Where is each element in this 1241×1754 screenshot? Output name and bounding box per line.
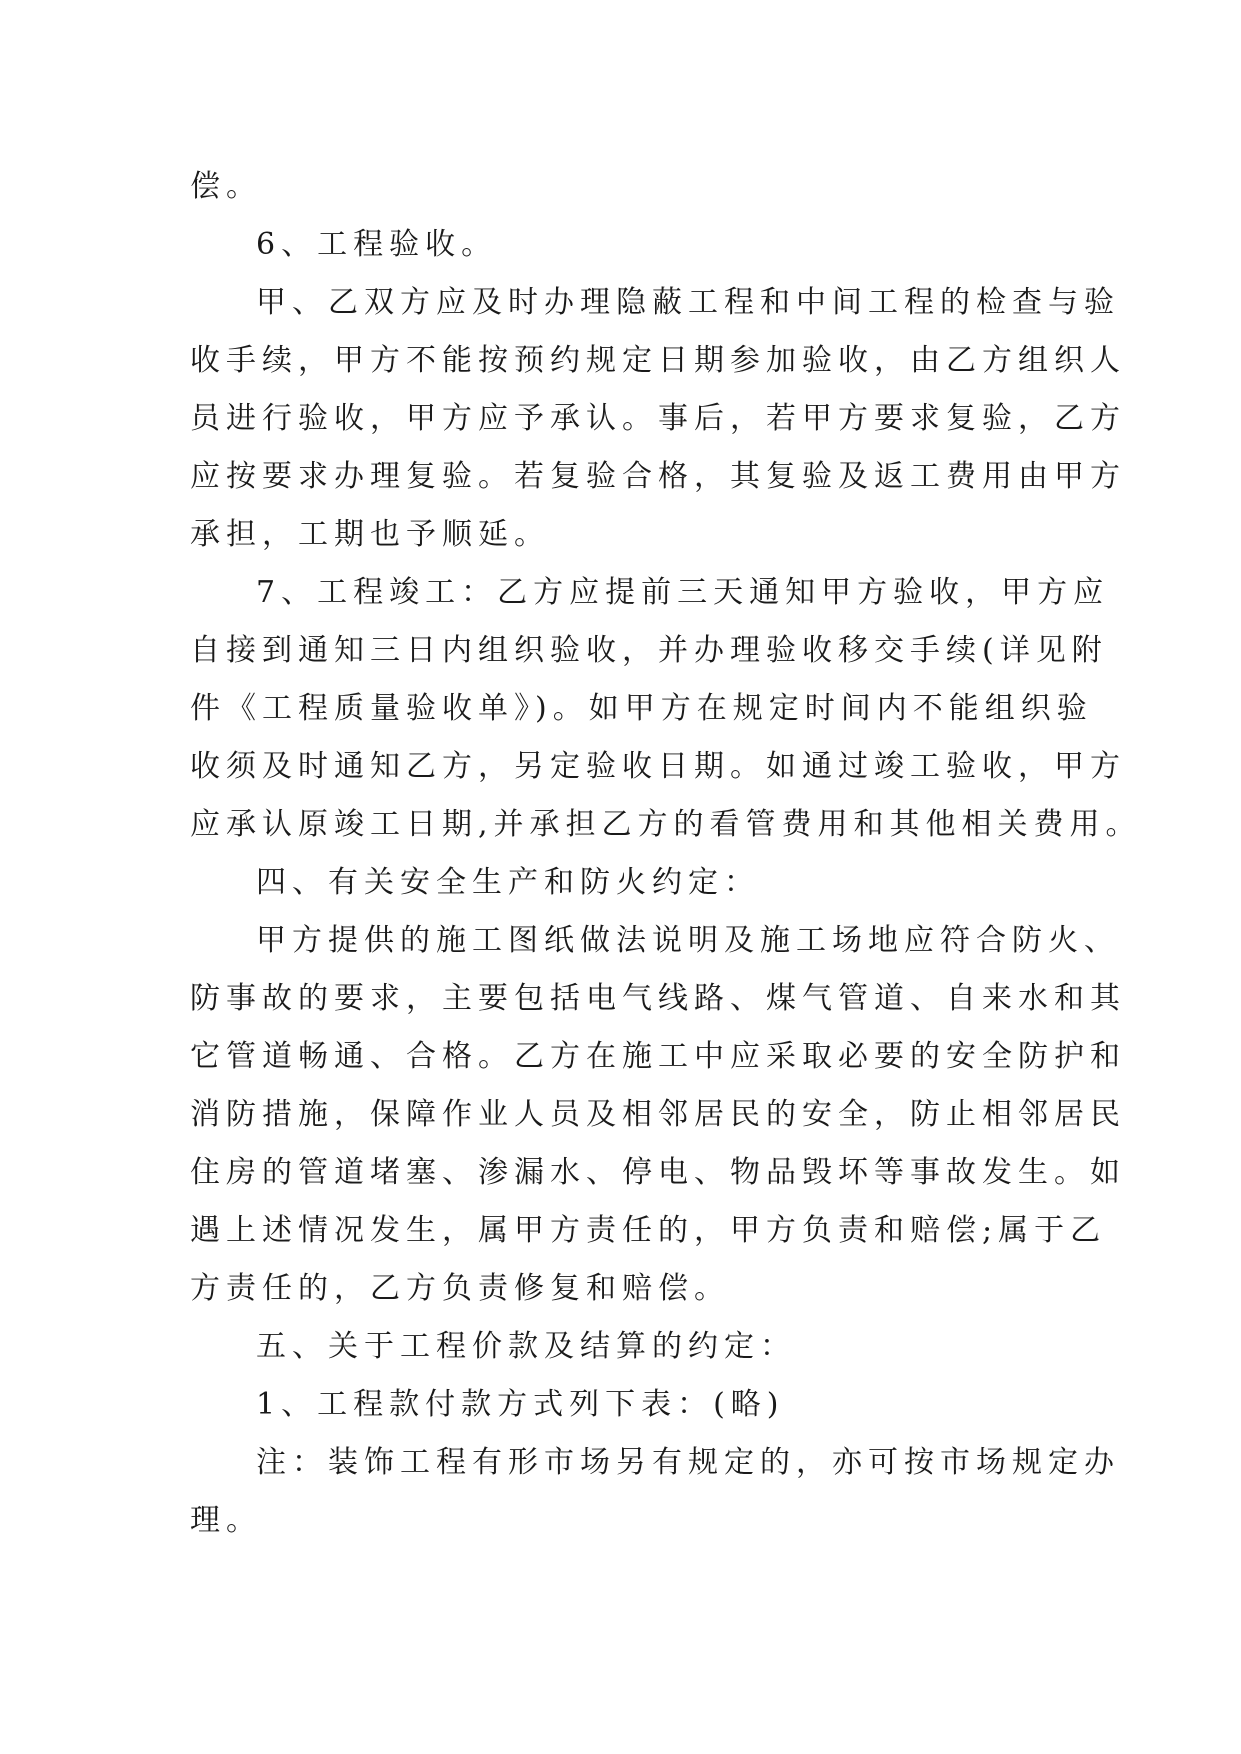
text-line: 应按要求办理复验。若复验合格，其复验及返工费用由甲方 bbox=[190, 459, 1126, 494]
text-line: 7、工程竣工：乙方应提前三天通知甲方验收，甲方应 bbox=[256, 575, 1110, 610]
text-line: 应承认原竣工日期,并承担乙方的看管费用和其他相关费用。 bbox=[190, 807, 1142, 842]
text-line: 1、工程款付款方式列下表：(略) bbox=[256, 1387, 785, 1422]
text-line: 方责任的，乙方负责修复和赔偿。 bbox=[190, 1271, 730, 1306]
document-body bbox=[190, 158, 1142, 1550]
text-line: 收须及时通知乙方，另定验收日期。如通过竣工验收，甲方 bbox=[190, 749, 1126, 784]
text-line: 6、工程验收。 bbox=[256, 227, 498, 262]
text-line: 甲、乙双方应及时办理隐蔽工程和中间工程的检查与验 bbox=[256, 285, 1120, 320]
text-line: 甲方提供的施工图纸做法说明及施工场地应符合防火、 bbox=[256, 923, 1120, 958]
text-line: 它管道畅通、合格。乙方在施工中应采取必要的安全防护和 bbox=[190, 1039, 1126, 1074]
text-line: 理。 bbox=[190, 1503, 262, 1538]
text-line: 偿。 bbox=[190, 169, 262, 204]
text-line: 四、有关安全生产和防火约定： bbox=[256, 865, 760, 900]
text-line: 件《工程质量验收单》)。如甲方在规定时间内不能组织验 bbox=[190, 691, 1093, 726]
text-line: 住房的管道堵塞、渗漏水、停电、物品毁坏等事故发生。如 bbox=[190, 1155, 1126, 1190]
text-line: 承担，工期也予顺延。 bbox=[190, 517, 550, 552]
text-line: 注：装饰工程有形市场另有规定的，亦可按市场规定办 bbox=[256, 1445, 1120, 1480]
text-line: 消防措施，保障作业人员及相邻居民的安全，防止相邻居民 bbox=[190, 1097, 1126, 1132]
text-line: 员进行验收，甲方应予承认。事后，若甲方要求复验，乙方 bbox=[190, 401, 1126, 436]
text-line: 五、关于工程价款及结算的约定： bbox=[256, 1329, 796, 1364]
text-line: 收手续，甲方不能按预约规定日期参加验收，由乙方组织人 bbox=[190, 343, 1126, 378]
text-line: 遇上述情况发生，属甲方责任的，甲方负责和赔偿;属于乙 bbox=[190, 1213, 1107, 1248]
text-line: 自接到通知三日内组织验收，并办理验收移交手续(详见附 bbox=[190, 633, 1108, 668]
text-line: 防事故的要求，主要包括电气线路、煤气管道、自来水和其 bbox=[190, 981, 1126, 1016]
